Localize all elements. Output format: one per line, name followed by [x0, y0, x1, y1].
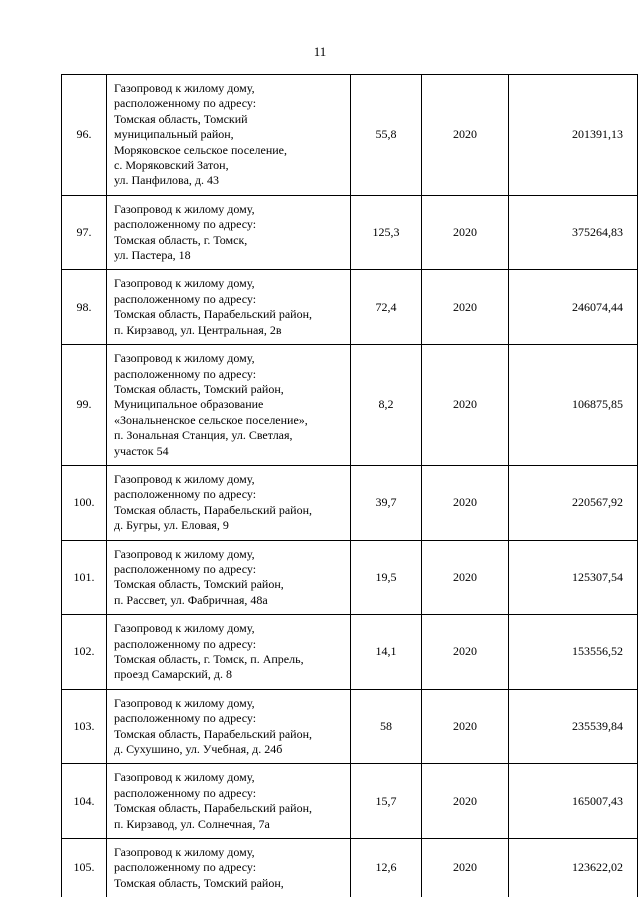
description-line: расположенному по адресу:	[114, 96, 257, 111]
description-line: с. Моряковский Затон,	[114, 158, 229, 173]
description-line: Томская область, Парабельский район,	[114, 801, 312, 816]
description-line: Газопровод к жилому дому,	[114, 351, 255, 366]
description-line: п. Кирзавод, ул. Центральная, 2в	[114, 322, 282, 337]
description-line: Муниципальное образование	[114, 397, 264, 412]
pipeline-length-cell: 72,4	[351, 270, 422, 345]
description-line: ул. Пастера, 18	[114, 248, 191, 263]
description-line: расположенному по адресу:	[114, 561, 257, 576]
object-description-cell	[107, 615, 351, 690]
row-number-cell: 100.	[62, 465, 107, 540]
pipeline-length-cell: 12,6	[351, 839, 422, 898]
pipeline-length-cell: 39,7	[351, 465, 422, 540]
description-line: Газопровод к жилому дому,	[114, 81, 255, 95]
table-row	[62, 615, 638, 690]
description-line: д. Сухушино, ул. Учебная, д. 24б	[114, 742, 283, 757]
object-description-cell	[107, 764, 351, 839]
row-number-cell: 98.	[62, 270, 107, 345]
row-number-cell: 103.	[62, 689, 107, 764]
description-line: расположенному по адресу:	[114, 636, 257, 651]
description-line: Газопровод к жилому дому,	[114, 845, 255, 860]
year-cell: 2020	[422, 465, 509, 540]
pipeline-length-cell: 8,2	[351, 345, 422, 466]
table-row	[62, 839, 638, 898]
object-description-cell	[107, 195, 351, 270]
row-number-cell: 104.	[62, 764, 107, 839]
year-cell: 2020	[422, 689, 509, 764]
object-description-cell	[107, 540, 351, 615]
cost-cell: 106875,85	[509, 345, 638, 466]
description-line: расположенному по адресу:	[114, 217, 257, 232]
pipeline-length-cell: 55,8	[351, 75, 422, 196]
cost-cell: 201391,13	[509, 75, 638, 196]
description-line: расположенному по адресу:	[114, 291, 257, 306]
table-row	[62, 689, 638, 764]
description-line: Томская область, г. Томск, п. Апрель,	[114, 652, 304, 666]
description-line: расположенному по адресу:	[114, 860, 257, 875]
year-cell: 2020	[422, 764, 509, 839]
object-description-cell	[107, 75, 351, 196]
description-line: расположенному по адресу:	[114, 785, 257, 800]
row-number-cell: 99.	[62, 345, 107, 466]
row-number-cell: 105.	[62, 839, 107, 898]
description-line: проезд Самарский, д. 8	[114, 667, 232, 682]
description-line: п. Рассвет, ул. Фабричная, 48а	[114, 592, 268, 607]
description-line: «Зональненское сельское поселение»,	[114, 412, 308, 427]
cost-cell: 125307,54	[509, 540, 638, 615]
table-row	[62, 764, 638, 839]
description-line: Томская область, г. Томск,	[114, 232, 248, 247]
description-line: Газопровод к жилому дому,	[114, 770, 255, 785]
description-line: расположенному по адресу:	[114, 711, 257, 726]
table-row	[62, 465, 638, 540]
description-line: ул. Панфилова, д. 43	[114, 173, 219, 188]
description-line: Газопровод к жилому дому,	[114, 276, 255, 291]
description-line: расположенному по адресу:	[114, 366, 257, 381]
description-line: Томская область, Томский район,	[114, 577, 284, 592]
year-cell: 2020	[422, 540, 509, 615]
description-line: д. Бугры, ул. Еловая, 9	[114, 518, 229, 533]
year-cell: 2020	[422, 195, 509, 270]
table-body	[62, 75, 638, 898]
description-line: Томская область, Парабельский район,	[114, 307, 312, 322]
row-number-cell: 96.	[62, 75, 107, 196]
table-row	[62, 75, 638, 196]
description-line: муниципальный район,	[114, 127, 234, 142]
description-line: Томская область, Парабельский район,	[114, 502, 312, 517]
object-description-cell	[107, 839, 351, 898]
description-line: Газопровод к жилому дому,	[114, 621, 255, 636]
description-line: участок 54	[114, 443, 169, 458]
object-description-cell	[107, 689, 351, 764]
object-description-cell	[107, 345, 351, 466]
description-line: п. Зональная Станция, ул. Светлая,	[114, 428, 293, 443]
description-line: Томская область, Томский	[114, 111, 248, 126]
table-row	[62, 345, 638, 466]
table-row	[62, 195, 638, 270]
year-cell: 2020	[422, 839, 509, 898]
cost-cell: 165007,43	[509, 764, 638, 839]
year-cell: 2020	[422, 615, 509, 690]
pipeline-length-cell: 15,7	[351, 764, 422, 839]
year-cell: 2020	[422, 270, 509, 345]
object-description-cell	[107, 465, 351, 540]
table-row	[62, 270, 638, 345]
pipeline-length-cell: 125,3	[351, 195, 422, 270]
cost-cell: 153556,52	[509, 615, 638, 690]
cost-cell: 220567,92	[509, 465, 638, 540]
pipeline-length-cell: 14,1	[351, 615, 422, 690]
row-number-cell: 101.	[62, 540, 107, 615]
cost-cell: 375264,83	[509, 195, 638, 270]
description-line: Газопровод к жилому дому,	[114, 546, 255, 561]
cost-cell: 123622,02	[509, 839, 638, 898]
description-line: Газопровод к жилому дому,	[114, 471, 255, 486]
description-line: расположенному по адресу:	[114, 487, 257, 502]
pipeline-length-cell: 19,5	[351, 540, 422, 615]
pipeline-length-cell: 58	[351, 689, 422, 764]
description-line: Томская область, Парабельский район,	[114, 726, 312, 741]
cost-cell: 246074,44	[509, 270, 638, 345]
year-cell: 2020	[422, 345, 509, 466]
page-number: 11	[313, 44, 327, 59]
description-line: Томская область, Томский район,	[114, 875, 284, 890]
table-row	[62, 540, 638, 615]
description-line: п. Кирзавод, ул. Солнечная, 7а	[114, 816, 270, 831]
object-description-cell	[107, 270, 351, 345]
description-line: Моряковское сельское поселение,	[114, 142, 288, 157]
row-number-cell: 102.	[62, 615, 107, 690]
gas-pipeline-table	[61, 74, 638, 897]
description-line: Томская область, Томский район,	[114, 381, 284, 396]
description-line: Газопровод к жилому дому,	[114, 201, 255, 216]
row-number-cell: 97.	[62, 195, 107, 270]
description-line: Газопровод к жилому дому,	[114, 695, 255, 710]
year-cell: 2020	[422, 75, 509, 196]
cost-cell: 235539,84	[509, 689, 638, 764]
